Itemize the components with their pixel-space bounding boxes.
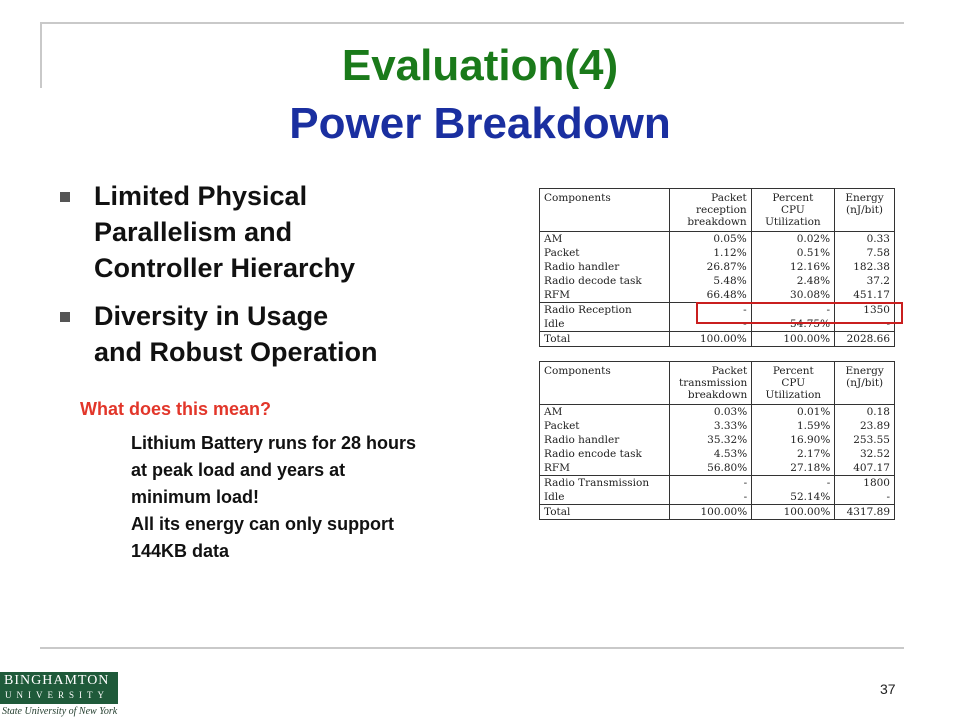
table-cell: 12.16%	[751, 260, 834, 274]
table-cell: 4.53%	[669, 447, 751, 461]
table-cell: 407.17	[835, 461, 895, 476]
table-row	[540, 405, 895, 420]
table-cell: Packet	[540, 419, 670, 433]
bullet-item: Diversity in Usage and Robust Operation	[56, 298, 496, 370]
table-cell: 66.48%	[670, 288, 751, 303]
table-row	[540, 476, 895, 491]
logo-name: BINGHAMTON	[4, 673, 110, 688]
table-header-row	[540, 362, 895, 405]
bullet-item: Limited Physical Parallelism and Controller Hierarchy	[56, 178, 496, 286]
table-cell: Radio handler	[540, 260, 670, 274]
logo-box	[0, 672, 118, 704]
frame-bottom-rule	[40, 647, 904, 649]
table-cell: 30.08%	[751, 288, 834, 303]
table-row	[540, 461, 895, 476]
column-header: Packet transmission breakdown	[669, 362, 751, 405]
table-cell: -	[752, 476, 835, 491]
table-cell: 182.38	[835, 260, 895, 274]
table-cell: -	[835, 490, 895, 505]
table-cell: RFM	[540, 288, 670, 303]
logo-university: UNIVERSITY	[5, 690, 109, 700]
table-cell: 0.33	[835, 232, 895, 247]
table-cell: AM	[540, 232, 670, 247]
bullet-list	[56, 178, 496, 382]
table-cell: 26.87%	[670, 260, 751, 274]
university-logo	[0, 672, 118, 720]
table-cell: 0.03%	[669, 405, 751, 420]
table-cell: AM	[540, 405, 670, 420]
table-cell: -	[669, 476, 751, 491]
table-cell: 7.58	[835, 246, 895, 260]
table-cell: 2028.66	[835, 332, 895, 347]
table-cell: Radio Reception	[540, 303, 670, 318]
table-cell: -	[835, 317, 895, 332]
table-gap	[539, 347, 895, 361]
table-cell: -	[751, 303, 834, 318]
table-cell: Radio handler	[540, 433, 670, 447]
table-cell: 1350	[835, 303, 895, 318]
column-header: Energy (nJ/bit)	[835, 189, 895, 232]
table-total-row	[540, 505, 895, 520]
column-header: Components	[540, 362, 670, 405]
table-row	[540, 490, 895, 505]
column-header: Percent CPU Utilization	[751, 189, 834, 232]
table-cell: 1800	[835, 476, 895, 491]
table-row	[540, 433, 895, 447]
logo-subtitle: State University of New York	[2, 706, 118, 717]
table-cell: Packet	[540, 246, 670, 260]
column-header: Energy (nJ/bit)	[835, 362, 895, 405]
table-cell: Total	[540, 505, 670, 520]
transmission-table	[539, 361, 895, 520]
table-cell: Idle	[540, 490, 670, 505]
table-cell: -	[669, 490, 751, 505]
power-breakdown-tables	[539, 188, 895, 520]
table-row	[540, 419, 895, 433]
bullet-square-icon	[60, 312, 70, 322]
table-header-row	[540, 189, 895, 232]
table-cell: 1.12%	[670, 246, 751, 260]
table-cell: 32.52	[835, 447, 895, 461]
table-cell: 0.02%	[751, 232, 834, 247]
slide-subtitle: Power Breakdown	[289, 99, 671, 148]
table-cell: -	[670, 303, 751, 318]
table-cell: Radio decode task	[540, 274, 670, 288]
table-cell: 1.59%	[752, 419, 835, 433]
table-cell: 56.80%	[669, 461, 751, 476]
table-cell: 2.17%	[752, 447, 835, 461]
table-cell: 52.14%	[752, 490, 835, 505]
column-header: Components	[540, 189, 670, 232]
table-cell: Radio encode task	[540, 447, 670, 461]
bullet-square-icon	[60, 192, 70, 202]
column-header: Percent CPU Utilization	[752, 362, 835, 405]
table-row	[540, 260, 895, 274]
table-row	[540, 274, 895, 288]
table-cell: 4317.89	[835, 505, 895, 520]
table-cell: -	[670, 317, 751, 332]
table-row	[540, 288, 895, 303]
table-cell: 100.00%	[670, 332, 751, 347]
table-row	[540, 246, 895, 260]
table-cell: 100.00%	[751, 332, 834, 347]
column-header: Packet reception breakdown	[670, 189, 751, 232]
table-cell: 451.17	[835, 288, 895, 303]
table-cell: 100.00%	[752, 505, 835, 520]
table-row	[540, 447, 895, 461]
table-cell: 0.18	[835, 405, 895, 420]
answer-text: Lithium Battery runs for 28 hours at peak load and years at minimum load! All its energy can only support 144KB data	[131, 433, 417, 561]
table-cell: 37.2	[835, 274, 895, 288]
table-cell: 35.32%	[669, 433, 751, 447]
table-cell: Total	[540, 332, 670, 347]
table-cell: 0.51%	[751, 246, 834, 260]
table-total-row	[540, 332, 895, 347]
question-text: What does this mean?	[80, 399, 272, 419]
page-number: 37	[880, 681, 896, 697]
table-cell: RFM	[540, 461, 670, 476]
table-cell: 16.90%	[752, 433, 835, 447]
table-row	[540, 232, 895, 247]
table-cell: Idle	[540, 317, 670, 332]
table-cell: 23.89	[835, 419, 895, 433]
rfm-highlight-box	[696, 302, 903, 324]
table-cell: 5.48%	[670, 274, 751, 288]
table-cell: 3.33%	[669, 419, 751, 433]
table-cell: 54.75%	[751, 317, 834, 332]
table-cell: 253.55	[835, 433, 895, 447]
table-cell: Radio Transmission	[540, 476, 670, 491]
table-cell: 2.48%	[751, 274, 834, 288]
frame-top-rule	[40, 22, 904, 24]
table-cell: 0.01%	[752, 405, 835, 420]
slide-title: Evaluation(4)	[341, 41, 619, 90]
table-cell: 0.05%	[670, 232, 751, 247]
table-cell: 100.00%	[669, 505, 751, 520]
table-cell: 27.18%	[752, 461, 835, 476]
